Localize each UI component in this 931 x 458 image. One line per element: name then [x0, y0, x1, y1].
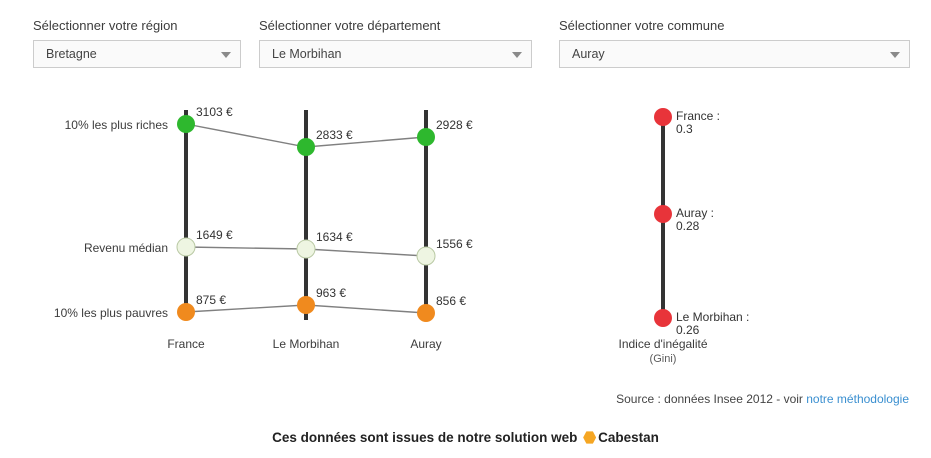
- region-select[interactable]: [33, 40, 241, 68]
- gini-value-morbihan: 0.26: [676, 323, 700, 337]
- income-chart: [0, 92, 931, 362]
- value-pauvres-auray: 856 €: [436, 294, 467, 308]
- commune-selector-label: Sélectionner votre commune: [559, 18, 725, 33]
- point-gini-morbihan[interactable]: [654, 309, 672, 327]
- point-pauvres-morbihan[interactable]: [297, 296, 315, 314]
- gini-label-auray: [676, 207, 714, 233]
- value-median-france: 1649 €: [196, 228, 233, 242]
- chevron-down-icon: [221, 52, 231, 58]
- point-pauvres-auray[interactable]: [417, 304, 435, 322]
- point-riches-france[interactable]: [177, 115, 195, 133]
- xaxis-label-auray: Auray: [410, 337, 442, 351]
- row-label-median: Revenu médian: [83, 241, 168, 255]
- point-gini-auray[interactable]: [654, 205, 672, 223]
- value-median-auray: 1556 €: [436, 237, 473, 251]
- cabestan-logo-icon: [583, 431, 596, 444]
- value-riches-auray: 2928 €: [436, 118, 473, 132]
- source-text: Source : données Insee 2012 - voir: [616, 392, 807, 406]
- row-label-riches: 10% les plus riches: [64, 118, 168, 132]
- point-pauvres-france[interactable]: [177, 303, 195, 321]
- xaxis-label-france: France: [167, 337, 205, 351]
- charts-container: [0, 92, 931, 365]
- department-select-value: Le Morbihan: [272, 47, 342, 61]
- gini-name-auray: Auray :: [676, 206, 715, 220]
- region-select-value: Bretagne: [46, 47, 97, 61]
- gini-chart-subtitle: (Gini): [649, 353, 677, 365]
- footer-note: [0, 430, 931, 445]
- department-select[interactable]: [259, 40, 532, 68]
- source-note: [616, 392, 909, 406]
- commune-selector: [559, 18, 910, 68]
- xaxis-label-morbihan: Le Morbihan: [272, 337, 340, 351]
- gini-value-auray: 0.28: [676, 219, 700, 233]
- gini-name-morbihan: Le Morbihan :: [676, 310, 750, 324]
- value-pauvres-france: 875 €: [196, 293, 227, 307]
- value-median-morbihan: 1634 €: [316, 230, 353, 244]
- point-gini-france[interactable]: [654, 108, 672, 126]
- point-median-france[interactable]: [177, 238, 195, 256]
- value-riches-france: 3103 €: [196, 105, 233, 119]
- row-label-pauvres: 10% les plus pauvres: [53, 306, 168, 320]
- point-riches-auray[interactable]: [417, 128, 435, 146]
- department-selector: [259, 18, 532, 68]
- footer-text: Ces données sont issues de notre solution web: [272, 430, 582, 445]
- gini-chart-title: Indice d'inégalité: [618, 337, 708, 351]
- region-selector: [33, 18, 241, 68]
- chevron-down-icon: [890, 52, 900, 58]
- gini-label-morbihan: [676, 311, 749, 337]
- footer-brand: Cabestan: [598, 430, 659, 445]
- value-pauvres-morbihan: 963 €: [316, 286, 347, 300]
- commune-select[interactable]: [559, 40, 910, 68]
- region-selector-label: Sélectionner votre région: [33, 18, 178, 33]
- gini-value-france: 0.3: [676, 122, 693, 136]
- gini-label-france: [676, 110, 720, 136]
- department-selector-label: Sélectionner votre département: [259, 18, 441, 33]
- gini-name-france: France :: [676, 109, 721, 123]
- methodology-link[interactable]: notre méthodologie: [806, 392, 909, 406]
- value-riches-morbihan: 2833 €: [316, 128, 353, 142]
- point-riches-morbihan[interactable]: [297, 138, 315, 156]
- point-median-morbihan[interactable]: [297, 240, 315, 258]
- point-median-auray[interactable]: [417, 247, 435, 265]
- commune-select-value: Auray: [572, 47, 605, 61]
- chevron-down-icon: [512, 52, 522, 58]
- selector-row: [0, 18, 931, 80]
